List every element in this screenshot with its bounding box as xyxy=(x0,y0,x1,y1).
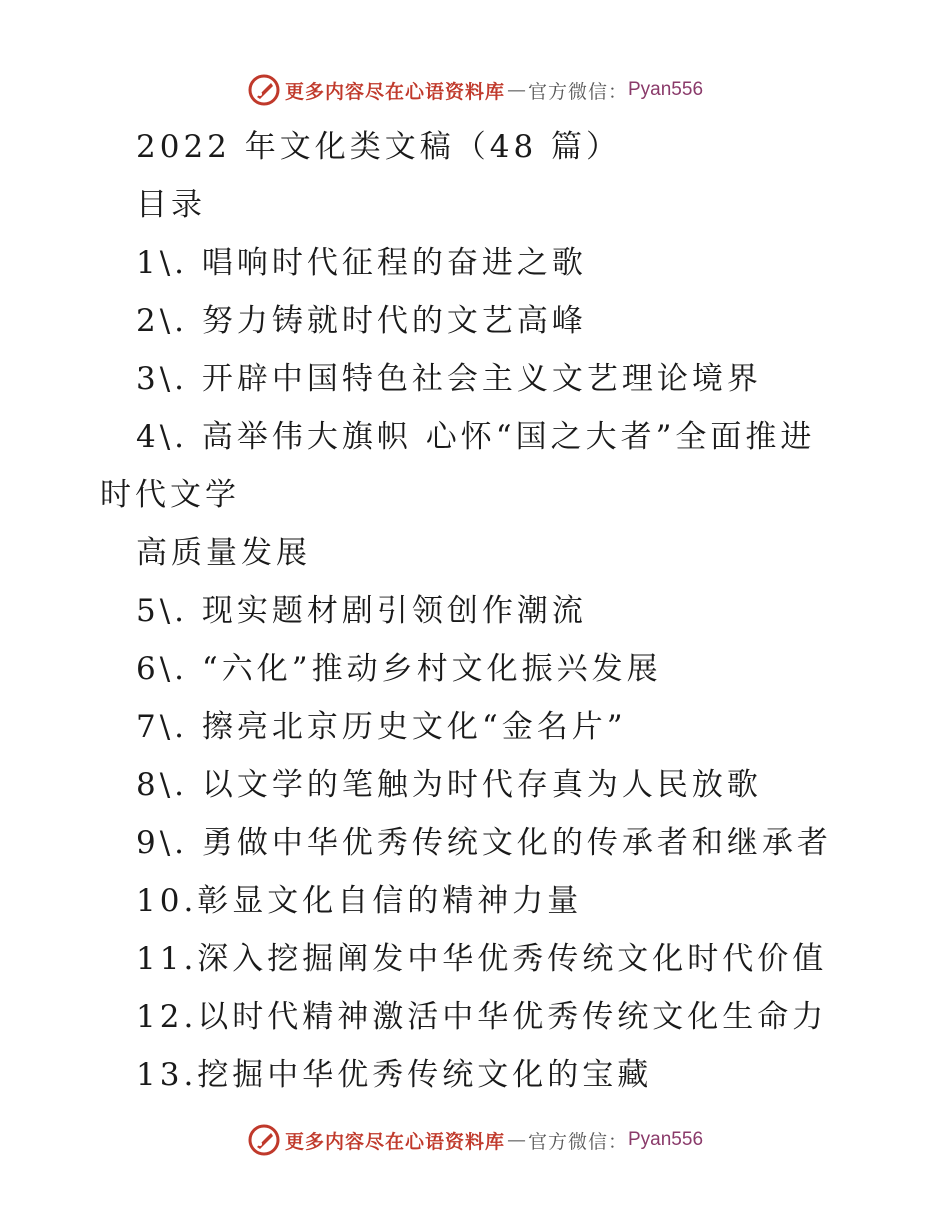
toc-item: 11.深入挖掘阐发中华优秀传统文化时代价值 xyxy=(136,941,828,977)
toc-item: 4\. 高举伟大旗帜 心怀“国之大者”全面推进 xyxy=(136,419,816,455)
footer-brand: 更多内容尽在心语资料库 xyxy=(284,1130,505,1153)
header-dash: — xyxy=(506,79,526,101)
header-contact: 官方微信： xyxy=(527,80,628,103)
header-id: Pyan556 xyxy=(628,79,704,100)
quill-logo-icon xyxy=(247,73,281,107)
toc-item: 3\. 开辟中国特色社会主义文艺理论境界 xyxy=(136,361,762,397)
toc-item: 7\. 擦亮北京历史文化“金名片” xyxy=(136,709,627,745)
toc-item: 12.以时代精神激活中华优秀传统文化生命力 xyxy=(136,999,828,1035)
toc-item: 10.彰显文化自信的精神力量 xyxy=(136,883,583,919)
document-title: 2022 年文化类文稿（48 篇） xyxy=(136,129,622,165)
footer-banner xyxy=(0,1120,950,1160)
toc-item: 6\. “六化”推动乡村文化振兴发展 xyxy=(136,651,662,687)
quill-logo-icon xyxy=(247,1123,281,1157)
document-body xyxy=(100,118,860,1104)
header-brand: 更多内容尽在心语资料库 xyxy=(284,80,505,103)
header-banner xyxy=(0,70,950,110)
toc-item: 5\. 现实题材剧引领创作潮流 xyxy=(136,593,587,629)
toc-item: 1\. 唱响时代征程的奋进之歌 xyxy=(136,245,587,281)
toc-item: 9\. 勇做中华优秀传统文化的传承者和继承者 xyxy=(136,825,832,861)
toc-heading: 目录 xyxy=(136,187,206,223)
footer-id: Pyan556 xyxy=(628,1129,704,1150)
footer-dash: — xyxy=(506,1129,526,1151)
toc-item-continuation: 高质量发展 xyxy=(136,535,311,571)
toc-item-continuation: 时代文学 xyxy=(100,477,240,513)
toc-item: 13.挖掘中华优秀传统文化的宝藏 xyxy=(136,1057,653,1093)
toc-item: 8\. 以文学的笔触为时代存真为人民放歌 xyxy=(136,767,762,803)
toc-item: 2\. 努力铸就时代的文艺高峰 xyxy=(136,303,587,339)
footer-contact: 官方微信： xyxy=(527,1130,628,1153)
